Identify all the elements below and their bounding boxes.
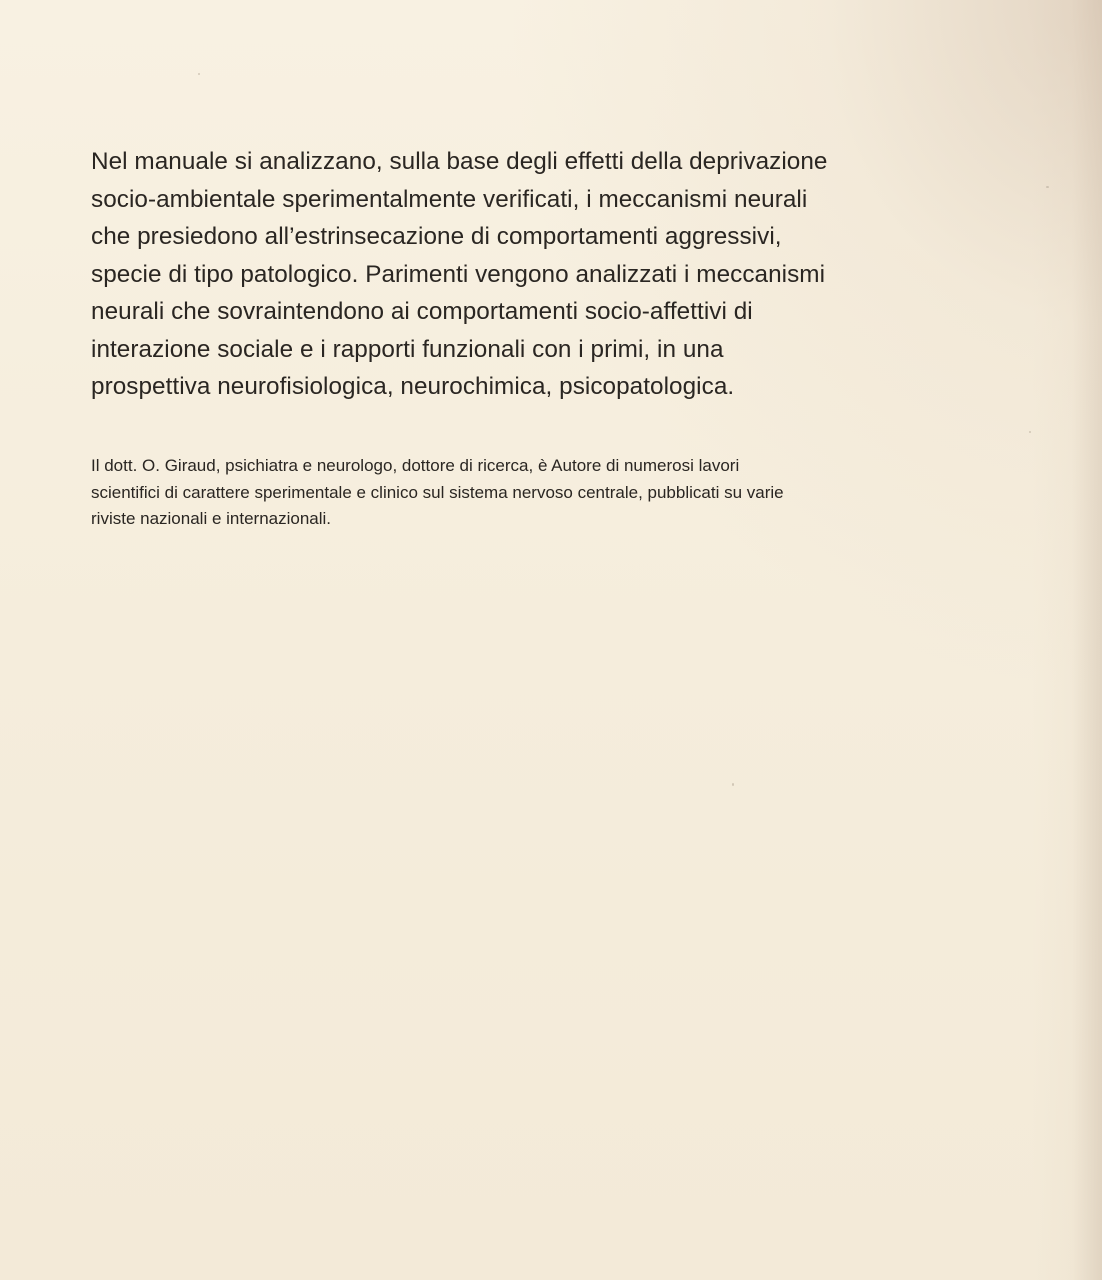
author-bio-paragraph: [91, 453, 1021, 533]
author-bio-line: Il dott. O. Giraud, psichiatra e neurologo, dottore di ricerca, è Autore di numerosi lavori: [91, 456, 740, 475]
description-paragraph: [91, 143, 1021, 406]
paper-speck: [198, 73, 200, 75]
author-bio-line: riviste nazionali e internazionali.: [91, 509, 332, 528]
paper-speck: [1029, 431, 1031, 433]
description-line: interazione sociale e i rapporti funzionali con i primi, in una: [91, 335, 724, 363]
paper-speck: [732, 783, 734, 786]
description-line: prospettiva neurofisiologica, neurochimica, psicopatologica.: [91, 373, 735, 400]
description-line: neurali che sovraintendono ai comportamenti socio-affettivi di: [91, 298, 753, 325]
description-line: specie di tipo patologico. Parimenti vengono analizzati i meccanismi: [91, 260, 826, 288]
author-bio-line: scientifici di carattere sperimentale e clinico sul sistema nervoso centrale, pubblicati su varie: [91, 482, 784, 502]
description-line: Nel manuale si analizzano, sulla base degli effetti della deprivazione: [91, 148, 828, 175]
description-line: che presiedono all’estrinsecazione di comportamenti aggressivi,: [91, 223, 782, 250]
paper-speck: [1046, 186, 1049, 188]
description-line: socio-ambientale sperimentalmente verificati, i meccanismi neurali: [91, 185, 808, 213]
